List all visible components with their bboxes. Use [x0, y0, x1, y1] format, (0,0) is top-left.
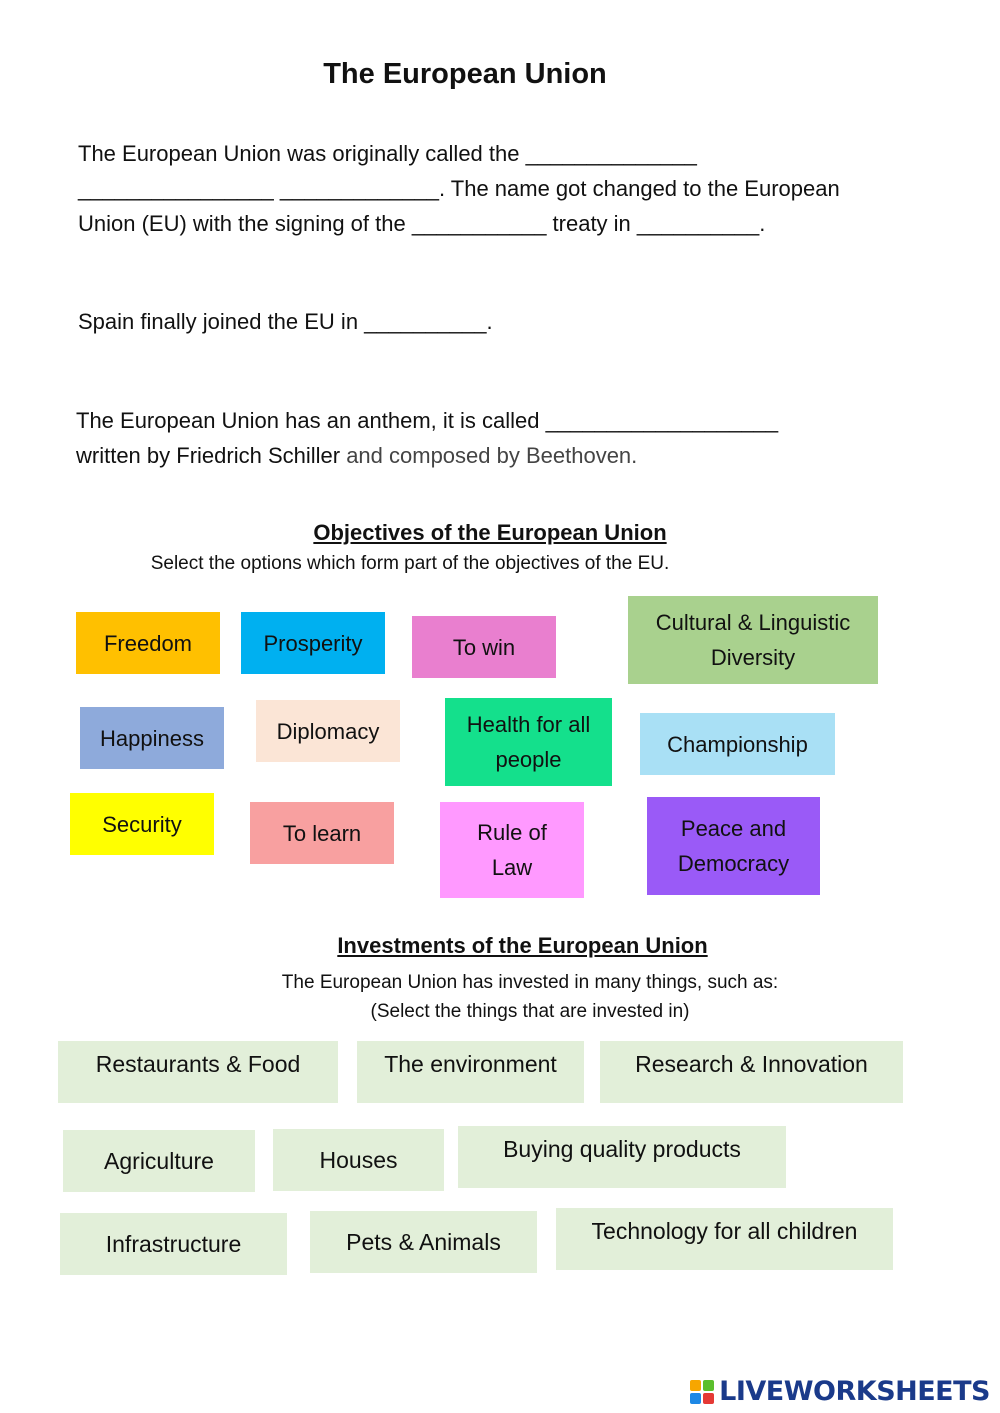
investment-option[interactable] [310, 1211, 537, 1273]
intro-line-1: The European Union was originally called the ______________ [78, 141, 697, 166]
investment-option[interactable] [458, 1126, 786, 1188]
objective-option[interactable] [70, 793, 214, 855]
objective-option[interactable] [76, 612, 220, 674]
logo-square [703, 1393, 714, 1404]
objective-option[interactable] [640, 713, 835, 775]
objective-option[interactable] [445, 698, 612, 786]
investment-label: Houses [319, 1146, 398, 1173]
objective-label: To learn [282, 820, 362, 846]
objective-label: Freedom [103, 630, 193, 656]
logo-square [703, 1380, 714, 1391]
objective-label: Championship [667, 731, 808, 757]
investment-option[interactable] [600, 1041, 903, 1103]
objective-option[interactable] [628, 596, 878, 684]
objective-label: Prosperity [263, 630, 363, 656]
spain-question: Spain finally joined the EU in __________. [78, 309, 493, 334]
objective-option[interactable] [250, 802, 394, 864]
investment-label: Research & Innovation [635, 1051, 868, 1077]
objective-option[interactable] [412, 616, 556, 678]
liveworksheets-logo-icon [690, 1380, 714, 1404]
investment-option[interactable] [60, 1213, 287, 1275]
objective-label: Peace and Democracy [677, 816, 790, 876]
investment-label: The environment [384, 1051, 557, 1077]
anthem-line-1: The European Union has an anthem, it is called ___________________ [76, 408, 779, 433]
investment-option[interactable] [63, 1130, 255, 1192]
investment-label: Buying quality products [503, 1136, 741, 1162]
investment-option[interactable] [357, 1041, 584, 1103]
investment-option[interactable] [556, 1208, 893, 1270]
page-title: The European Union [323, 58, 607, 90]
objective-label: Diplomacy [276, 718, 380, 744]
liveworksheets-logo-text: LIVEWORKSHEETS [719, 1376, 990, 1407]
objective-option[interactable] [440, 802, 584, 898]
investment-label: Restaurants & Food [95, 1051, 301, 1077]
intro-line-3: Union (EU) with the signing of the ___________ treaty in __________. [78, 211, 766, 236]
objective-label: Security [102, 811, 182, 837]
objective-option[interactable] [80, 707, 224, 769]
investment-option[interactable] [273, 1129, 444, 1191]
objective-label: Happiness [100, 725, 204, 751]
objective-label: Health for all people [466, 712, 591, 772]
objectives-heading: Objectives of the European Union [313, 520, 667, 545]
investments-heading: Investments of the European Union [337, 933, 708, 958]
investment-option[interactable] [58, 1041, 338, 1103]
investment-label: Technology for all children [591, 1218, 858, 1244]
investments-instruction-2: (Select the things that are invested in) [370, 1001, 690, 1022]
objective-label: Rule of Law [477, 820, 547, 880]
intro-line-2: ________________ _____________. The name got changed to the European [78, 176, 840, 201]
objective-label: Cultural & Linguistic Diversity [655, 610, 851, 670]
anthem-line-2b: and composed by Beethoven. [340, 443, 638, 468]
logo-square [690, 1380, 701, 1391]
objective-option[interactable] [647, 797, 820, 895]
logo-square [690, 1393, 701, 1404]
objective-option[interactable] [256, 700, 400, 762]
investments-instruction-1: The European Union has invested in many things, such as: [281, 972, 779, 993]
investment-label: Infrastructure [105, 1230, 242, 1257]
objective-option[interactable] [241, 612, 385, 674]
anthem-line-2a: written by Friedrich Schiller [76, 443, 341, 468]
objective-label: To win [452, 634, 516, 660]
liveworksheets-logo[interactable] [690, 1376, 990, 1407]
objectives-instruction: Select the options which form part of the objectives of the EU. [150, 553, 670, 574]
anthem-line-2 [76, 438, 637, 473]
investment-label: Agriculture [104, 1147, 214, 1174]
investment-label: Pets & Animals [346, 1228, 501, 1255]
